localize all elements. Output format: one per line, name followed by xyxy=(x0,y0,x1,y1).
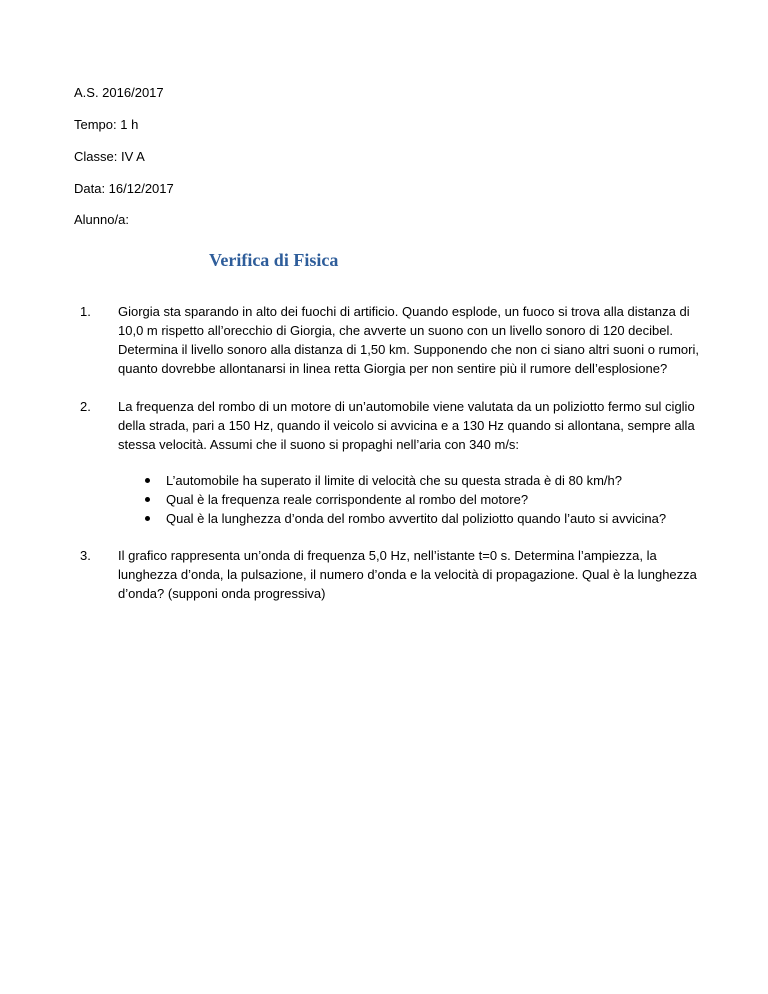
school-year: A.S. 2016/2017 xyxy=(74,85,164,100)
student-name-field: Alunno/a: xyxy=(74,212,129,227)
question-number: 3. xyxy=(80,548,91,563)
question-text: Il grafico rappresenta un’onda di frequenza 5,0 Hz, nell’istante t=0 s. Determina l’ampiezza, la lunghezza d’onda, la pulsazione, il numero d’onda e la velocità di propagazione. Qual è la lunghezza d’onda? (supponi onda progressiva) xyxy=(118,548,697,601)
question-item xyxy=(74,546,714,603)
question-list xyxy=(74,302,714,603)
sub-question: Qual è la lunghezza d’onda del rombo avvertito dal poliziotto quando l’auto si avvicina? xyxy=(118,509,714,528)
duration: Tempo: 1 h xyxy=(74,117,139,132)
page-title: Verifica di Fisica xyxy=(209,250,339,270)
date: Data: 16/12/2017 xyxy=(74,181,174,196)
sub-question-list xyxy=(118,471,714,528)
class: Classe: IV A xyxy=(74,149,145,164)
question-item xyxy=(74,397,714,528)
question-text: Giorgia sta sparando in alto dei fuochi di artificio. Quando esplode, un fuoco si trova alla distanza di 10,0 m rispetto all’orecchio di Giorgia, che avverte un suono con un livello sonoro di 120 decibel. Determina il livello sonoro alla distanza di 1,50 km. Supponendo che non ci siano altri suoni o rumori, quanto dovrebbe allontanarsi in linea retta Giorgia per non sentire più il rumore dell’esplosione? xyxy=(118,304,699,376)
question-number: 2. xyxy=(80,399,91,414)
question-text: La frequenza del rombo di un motore di un’automobile viene valutata da un poliziotto fermo sul ciglio della strada, pari a 150 Hz, quando il veicolo si avvicina e a 130 Hz quando si allontana, sempre alla stessa velocità. Assumi che il suono si propaghi nell’aria con 340 m/s: xyxy=(118,399,695,452)
question-number: 1. xyxy=(80,304,91,319)
question-item xyxy=(74,302,714,378)
sub-question: L’automobile ha superato il limite di velocità che su questa strada è di 80 km/h? xyxy=(118,471,714,490)
sub-question: Qual è la frequenza reale corrispondente al rombo del motore? xyxy=(118,490,714,509)
